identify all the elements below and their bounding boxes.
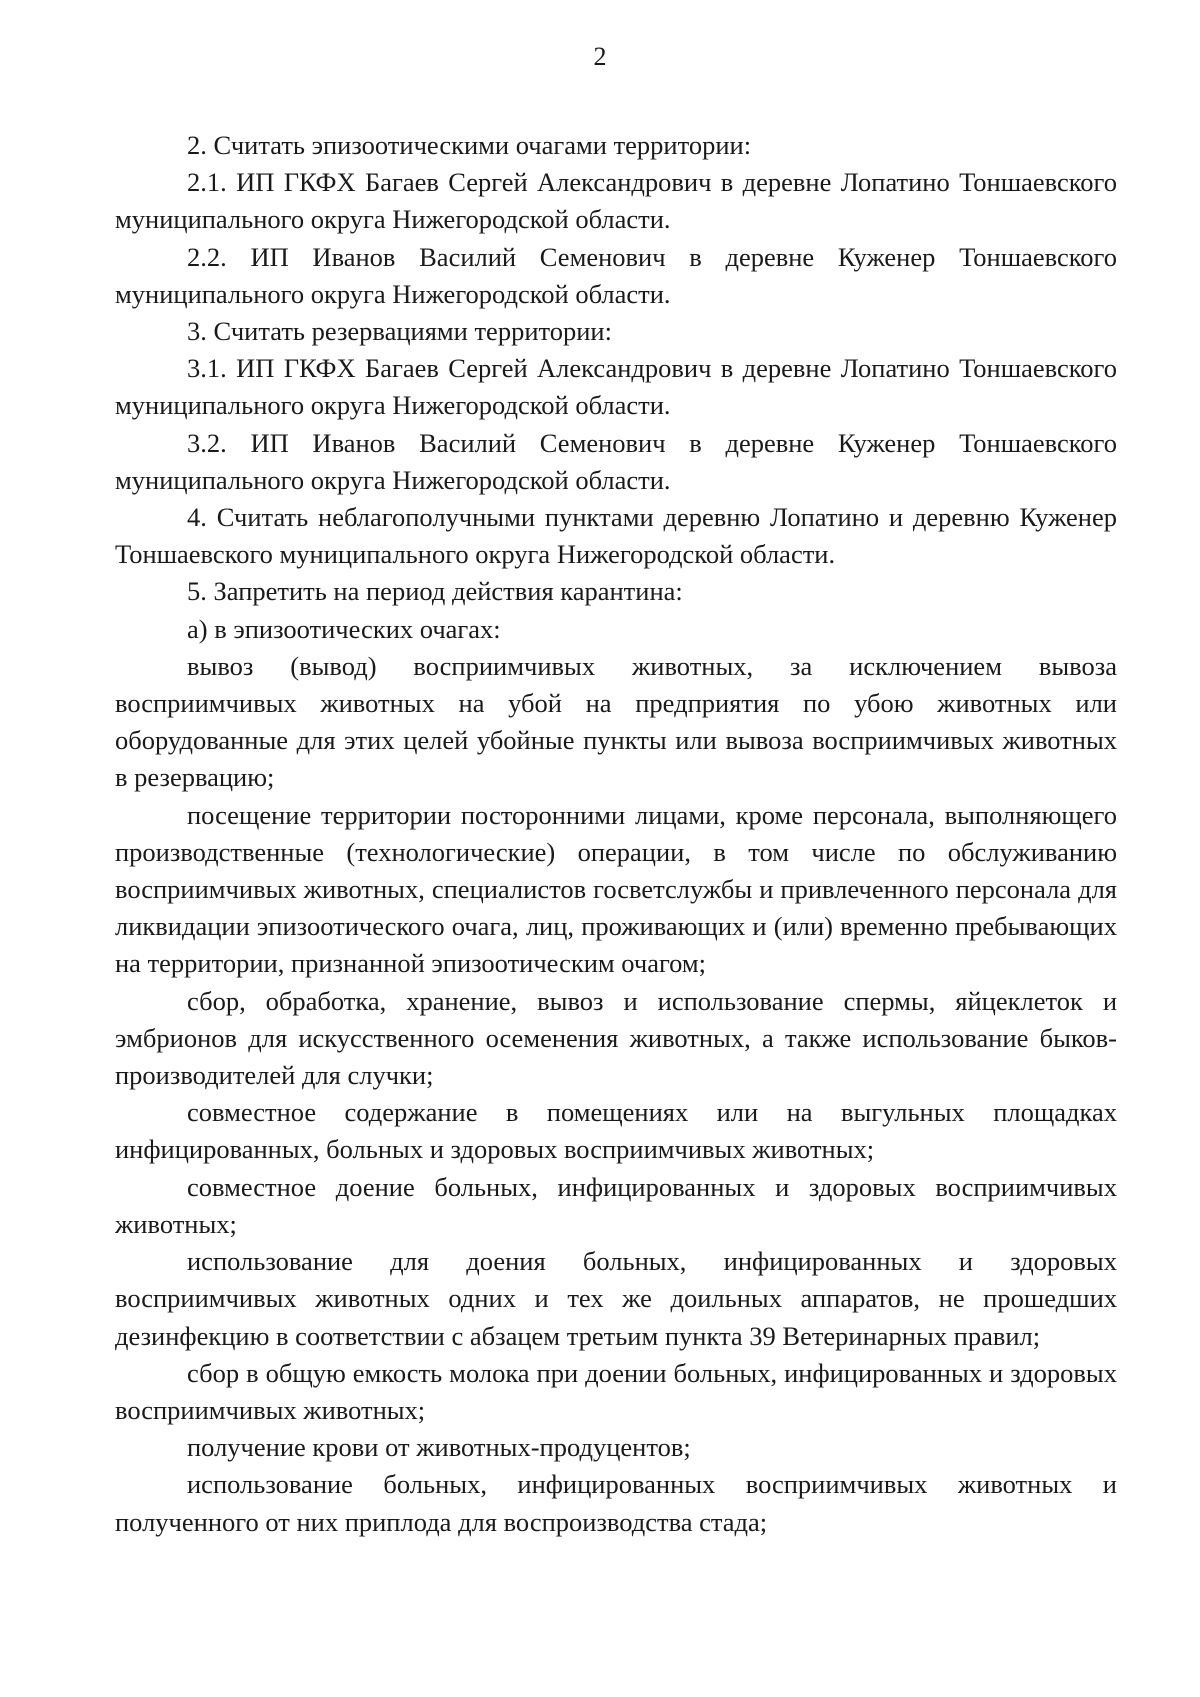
paragraph-item-3: 3. Считать резервациями территории: <box>187 316 612 347</box>
paragraph-item-3-2: 3.2. ИП Иванов Василий Семенович в деревне Куженер Тоншаевского муниципального округа Нижегородской области. <box>115 427 1117 495</box>
paragraph-item-2-2: 2.2. ИП Иванов Василий Семенович в деревне Куженер Тоншаевского муниципального округа Нижегородской области. <box>115 241 1117 309</box>
paragraph-prohibition-blood: получение крови от животных-продуцентов; <box>187 1432 691 1463</box>
page-number: 2 <box>593 42 607 71</box>
paragraph-item-5: 5. Запретить на период действия карантина: <box>187 576 683 607</box>
paragraph-prohibition-milking-machines: использование для доения больных, инфицированных и здоровых восприимчивых животных одних и тех же доильных аппаратов, не прошедших дезинфекцию в соответствии с абзацем третьим пункта 39 Ветеринарных правил; <box>115 1246 1117 1351</box>
paragraph-item-2: 2. Считать эпизоотическими очагами территории: <box>187 130 752 160</box>
paragraph-prohibition-joint-milking: совместное доение больных, инфицированных и здоровых восприимчивых животных; <box>115 1171 1117 1239</box>
paragraph-prohibition-sperm: сбор, обработка, хранение, вывоз и использование спермы, яйцеклеток и эмбрионов для искусственного осеменения животных, а также использование быков-производителей для случки; <box>115 985 1117 1091</box>
paragraph-prohibition-reproduction: использование больных, инфицированных восприимчивых животных и полученного от них приплода для воспроизводства стада; <box>115 1469 1117 1537</box>
paragraph-prohibition-export: вывоз (вывод) восприимчивых животных, за исключением вывоза восприимчивых животных на убой на предприятия по убою животных или оборудованные для этих целей убойные пункты или вывоза восприимчивых животных в резервацию; <box>115 650 1117 793</box>
paragraph-item-3-1: 3.1. ИП ГКФХ Багаев Сергей Александрович в деревне Лопатино Тоншаевского муниципального округа Нижегородской области. <box>115 353 1117 421</box>
paragraph-prohibition-visits: посещение территории посторонними лицами, кроме персонала, выполняющего производственные (технологические) операции, в том числе по обслуживанию восприимчивых животных, специалистов госветслужбы и привлеченного персонала для ликвидации эпизоотического очага, лиц, проживающих и (или) временно пребывающих на территории, признанной эпизоотическим очагом; <box>115 799 1117 979</box>
document-body <box>115 127 1117 1541</box>
paragraph-prohibition-joint-keeping: совместное содержание в помещениях или на выгульных площадках инфицированных, больных и здоровых восприимчивых животных; <box>115 1097 1117 1165</box>
paragraph-subitem-a: а) в эпизоотических очагах: <box>187 613 501 644</box>
paragraph-prohibition-milk-collection: сбор в общую емкость молока при доении больных, инфицированных и здоровых восприимчивых животных; <box>115 1357 1117 1425</box>
paragraph-item-2-1: 2.1. ИП ГКФХ Багаев Сергей Александрович в деревне Лопатино Тоншаевского муниципального округа Нижегородской области. <box>115 167 1117 235</box>
paragraph-item-4: 4. Считать неблагополучными пунктами деревню Лопатино и деревню Куженер Тоншаевского муниципального округа Нижегородской области. <box>115 502 1117 570</box>
